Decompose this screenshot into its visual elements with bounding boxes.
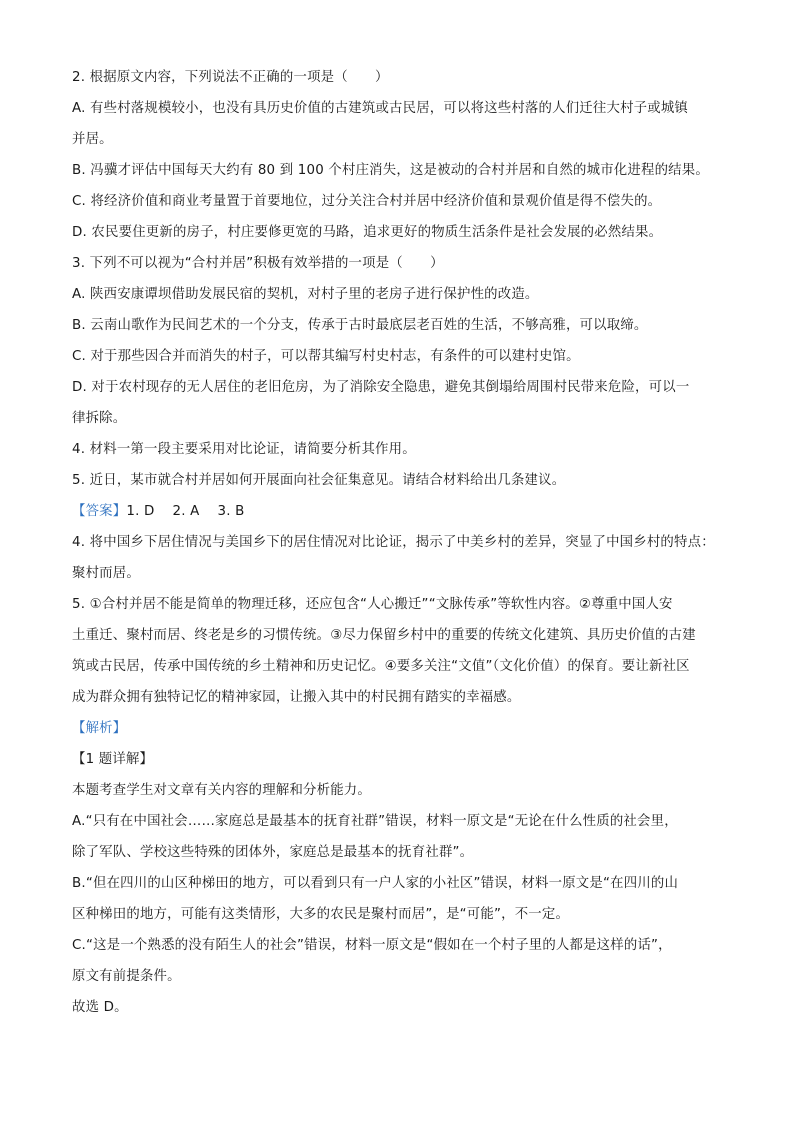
analysis-b-line-1: B.“但在四川的山区种梯田的地方，可以看到只有一户人家的小社区”错误，材料一原文是“在四川的山 [72,876,679,891]
question-2-option-c: C. 将经济价值和商业考量置于首要地位，过分关注合村并居中经济价值和景观价值是得不偿失的。 [72,194,662,209]
analysis-intro: 本题考查学生对文章有关内容的理解和分析能力。 [72,783,371,798]
document-page [72,62,722,1023]
answer-2: 2. A [172,504,200,519]
question-4: 4. 材料一第一段主要采用对比论证，请简要分析其作用。 [72,442,416,457]
answer-line [72,496,722,527]
question-3-stem: 3. 下列不可以视为“合村并居”积极有效举措的一项是（ ） [72,256,444,271]
question-3-option-d-cont: 律拆除。 [72,411,127,426]
analysis-c-line-2: 原文有前提条件。 [72,969,181,984]
answer-tag: 【答案】 [72,504,127,519]
question-3-option-d: D. 对于农村现存的无人居住的老旧危房，为了消除安全隐患，避免其倒塌给周围村民带来危险，可以一 [72,380,690,395]
answer-5-line-3: 筑或古民居，传承中国传统的乡土精神和历史记忆。④要多关注“文值”（文化价值）的保育。要让新社区 [72,659,690,674]
analysis-a-line-2: 除了军队、学校这些特殊的团体外，家庭总是最基本的抚育社群”。 [72,845,474,860]
analysis-q1-heading: 【1 题详解】 [72,752,154,767]
answer-1: 1. D [126,504,155,519]
analysis-c-line-1: C.“这是一个熟悉的没有陌生人的社会”错误，材料一原文是“假如在一个村子里的人都是这样的话”， [72,938,672,953]
question-3-option-a: A. 陕西安康谭坝借助发展民宿的契机，对村子里的老房子进行保护性的改造。 [72,287,539,302]
question-2-option-d: D. 农民要住更新的房子，村庄要修更宽的马路，追求更好的物质生活条件是社会发展的必然结果。 [72,225,663,240]
question-3-option-b: B. 云南山歌作为民间艺术的一个分支，传承于古时最底层老百姓的生活，不够高雅，可以取缔。 [72,318,648,333]
question-5: 5. 近日，某市就合村并居如何开展面向社会征集意见。请结合材料给出几条建议。 [72,473,566,488]
answer-4-line-1: 4. 将中国乡下居住情况与美国乡下的居住情况对比论证，揭示了中美乡村的差异，突显了中国乡村的特点： [72,535,715,550]
question-3-option-c: C. 对于那些因合并而消失的村子，可以帮其编写村史村志，有条件的可以建村史馆。 [72,349,580,364]
question-2-stem: 2. 根据原文内容，下列说法不正确的一项是（ ） [72,70,389,85]
answer-5-line-4: 成为群众拥有独特记忆的精神家园，让搬入其中的村民拥有踏实的幸福感。 [72,690,521,705]
question-2-option-a-cont: 并居。 [72,132,113,147]
analysis-conclusion: 故选 D。 [72,1000,128,1015]
answer-3: 3. B [217,504,245,519]
answer-5-line-2: 土重迁、聚村而居、终老是乡的习惯传统。③尽力保留乡村中的重要的传统文化建筑、具历史价值的古建 [72,628,696,643]
question-2-option-a: A. 有些村落规模较小，也没有具历史价值的古建筑或古民居，可以将这些村落的人们迁往大村子或城镇 [72,101,689,116]
analysis-a-line-1: A.“只有在中国社会……家庭总是最基本的抚育社群”错误，材料一原文是“无论在什么性质的社会里， [72,814,678,829]
analysis-tag: 【解析】 [72,721,127,736]
answer-4-line-2: 聚村而居。 [72,566,140,581]
answer-5-line-1: 5. ①合村并居不能是简单的物理迁移，还应包含“人心搬迁”“文脉传承”等软性内容。②尊重中国人安 [72,597,673,612]
analysis-b-line-2: 区种梯田的地方，可能有这类情形，大多的农民是聚村而居”，是“可能”，不一定。 [72,907,570,922]
question-2-option-b: B. 冯骥才评估中国每天大约有 80 到 100 个村庄消失，这是被动的合村并居和自然的城市化进程的结果。 [72,163,709,178]
